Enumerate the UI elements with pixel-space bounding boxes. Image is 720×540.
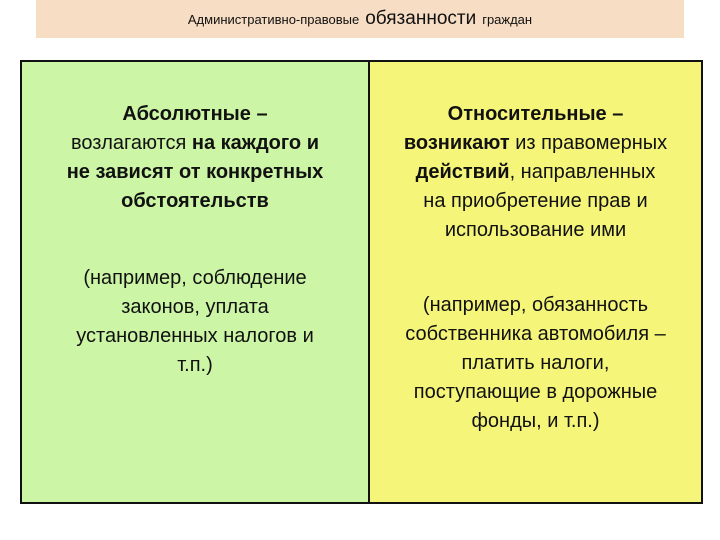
title-part-2: обязанности [365, 8, 477, 29]
relative-definition [404, 100, 667, 245]
relative-example-line: собственника автомобиля – [405, 323, 666, 345]
relative-example-line: платить налоги, [461, 352, 610, 374]
relative-line-5: использование ими [444, 219, 627, 241]
relative-example-line: поступающие в дорожные [413, 381, 658, 403]
absolute-line-2 [67, 129, 324, 158]
absolute-heading: Абсолютные – [122, 103, 268, 125]
relative-line-2-bold: возникают [403, 132, 510, 154]
absolute-line-4: обстоятельств [121, 190, 269, 212]
relative-line-3 [404, 158, 667, 187]
absolute-definition [67, 100, 324, 216]
title-part-3: граждан [482, 11, 533, 27]
relative-line-2 [404, 129, 667, 158]
relative-example-line: (например, обязанность [422, 294, 649, 316]
absolute-line-3: не зависят от конкретных [66, 161, 324, 183]
absolute-duties-column [22, 62, 370, 502]
relative-line-3-normal: , направленных [509, 161, 656, 183]
relative-heading: Относительные – [447, 103, 624, 125]
relative-example [405, 291, 665, 436]
absolute-example-line: (например, соблюдение [83, 267, 307, 289]
absolute-example-line: законов, уплата [121, 296, 269, 318]
absolute-example-line: т.п.) [177, 354, 213, 376]
absolute-line-2-normal: возлагаются [70, 132, 192, 154]
relative-line-3-bold: действий [415, 161, 510, 183]
absolute-line-2-bold: на каждого и [191, 132, 319, 154]
comparison-table [20, 60, 703, 504]
slide-title [36, 0, 684, 38]
absolute-example [76, 264, 314, 380]
title-part-1: Административно-правовые [187, 11, 360, 27]
relative-example-line: фонды, и т.п.) [471, 410, 600, 432]
relative-line-4: на приобретение прав и [423, 190, 648, 212]
absolute-example-line: установленных налогов и [76, 325, 314, 347]
relative-duties-column [370, 62, 701, 502]
relative-line-2-normal: из правомерных [509, 132, 668, 154]
